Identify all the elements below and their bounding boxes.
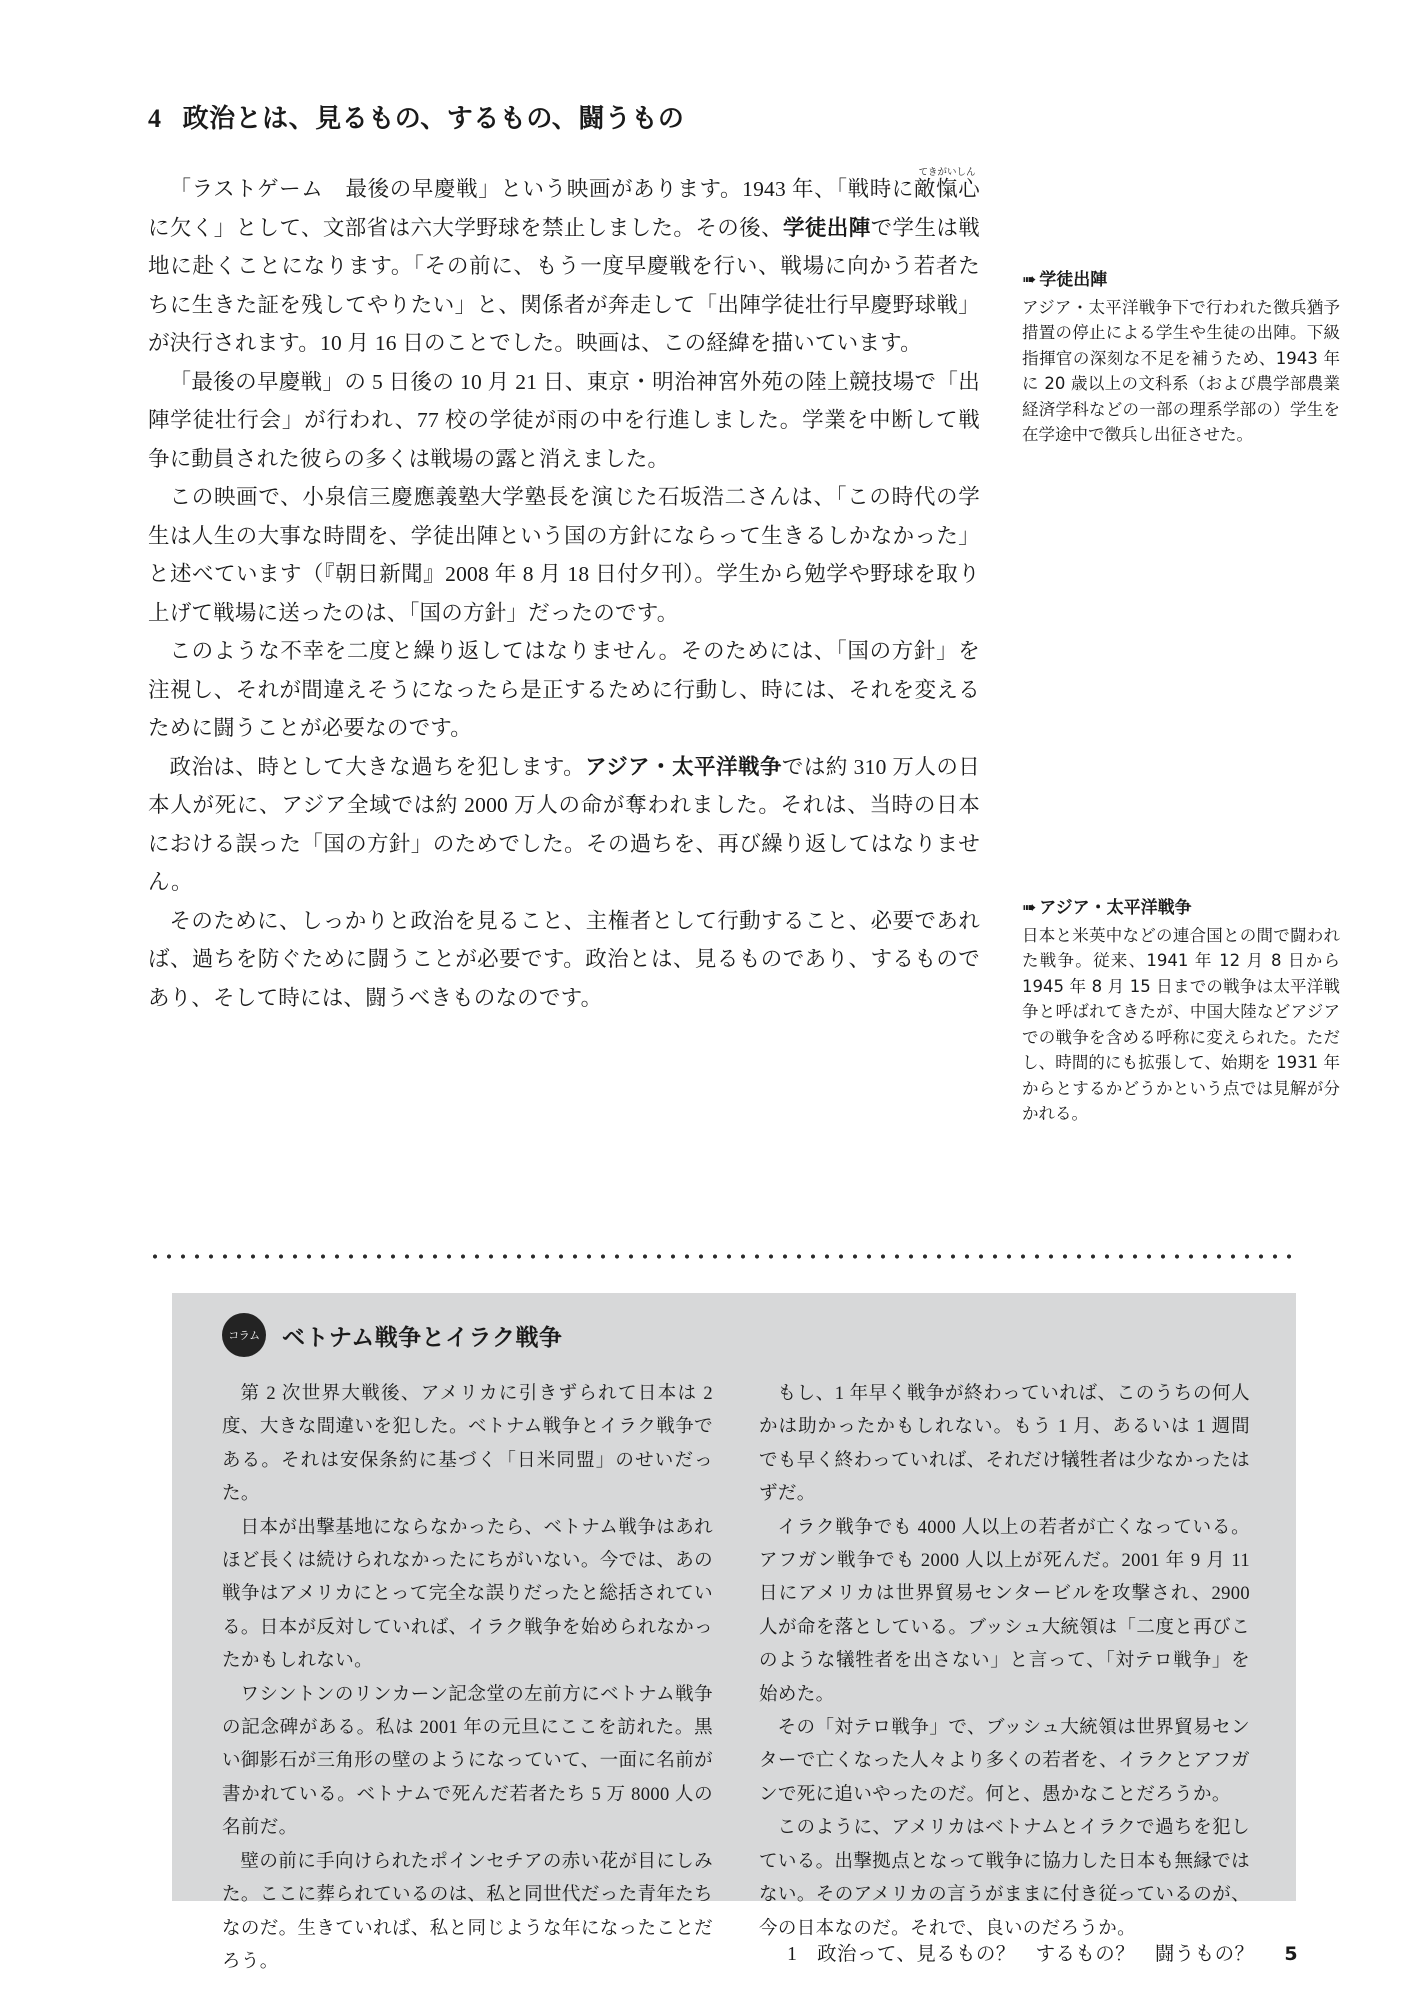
margin-note-title [1022, 896, 1340, 922]
margin-note-title [1022, 268, 1340, 294]
section-heading [148, 98, 684, 135]
column-left-paragraph-2: 日本が出撃基地にならなかったら、ベトナム戦争はあれほど長くは続けられなかったにちがいない。今では、あの戦争はアメリカにとって完全な誤りだったと総括されている。日本が反対していれば、イラク戦争を始められなかったかもしれない。 [222, 1517, 713, 1672]
paragraph-5: 政治は、時として大きな過ちを犯します。アジア・太平洋戦争では約 310 万人の日本人が死に、アジア全域では約 2000 万人の命が奪われました。それは、当時の日本における誤った「国の方針」のためでした。その過ちを、再び繰り返してはなりません。 [148, 754, 980, 894]
column-left [222, 1378, 713, 1979]
column-right-paragraph-4: このように、アメリカはベトナムとイラクで過ちを犯している。出撃拠点となって戦争に協力した日本も無縁ではない。そのアメリカの言うがままに付き従っているのが、今の日本なのだ。それで、良いのだろうか。 [759, 1818, 1250, 1939]
column-left-paragraph-4: 壁の前に手向けられたポインセチアの赤い花が目にしみた。ここに葬られているのは、私と同世代だった青年たちなのだ。生きていれば、私と同じような年になったことだろう。 [222, 1851, 713, 1972]
ruby-reading: てきがいしん [914, 168, 980, 178]
section-number: 4 [148, 104, 162, 133]
paragraph-6: そのために、しっかりと政治を見ること、主権者として行動すること、必要であれば、過ちを防ぐために闘うことが必要です。政治とは、見るものであり、するものであり、そして時には、闘うべきものなのです。 [148, 908, 980, 1010]
column-right [759, 1378, 1250, 1979]
arrow-icon: ➠ [1022, 270, 1037, 290]
margin-note-body: 日本と米英中などの連合国との間で闘われた戦争。従来、1941 年 12 月 8 日から 1945 年 8 月 15 日までの戦争は太平洋戦争と呼ばれてきたが、中国大陸などアジアでの戦争を含める呼称に変えられた。ただし、時間的にも拡張して、始期を 1931 年からとするかどうかという点では見解が分かれる。 [1022, 925, 1340, 1123]
margin-note-title-text: アジア・太平洋戦争 [1039, 898, 1192, 918]
margin-note-body: アジア・太平洋戦争下で行われた徴兵猶予措置の停止による学生や生徒の出陣。下級指揮官の深刻な不足を補うため、1943 年に 20 歳以上の文科系（および農学部農業経済学科などの一部の理系学部の）学生を在学途中で徴兵し出征させた。 [1022, 297, 1340, 444]
emphasis-asia-pacific-war: アジア・太平洋戦争 [585, 754, 782, 779]
column-right-paragraph-2: イラク戦争でも 4000 人以上の若者が亡くなっている。アフガン戦争でも 2000 人以上が死んだ。2001 年 9 月 11 日にアメリカは世界貿易センタービルを攻撃され、2900 人が命を落としている。ブッシュ大統領は「二度と再びこのような犠牲者を出さない」と言って、「対テロ戦争」を始めた。 [759, 1517, 1250, 1705]
dotted-divider [148, 1253, 1296, 1260]
column-right-paragraph-3: その「対テロ戦争」で、ブッシュ大統領は世界貿易センターで亡くなった人々より多くの若者を、イラクとアフガンで死に追いやったのだ。何と、愚かなことだろうか。 [759, 1718, 1250, 1805]
column-left-paragraph-3: ワシントンのリンカーン記念堂の左前方にベトナム戦争の記念碑がある。私は 2001 年の元旦にここを訪れた。黒い御影石が三角形の壁のようになっていて、一面に名前が書かれている。ベトナムで死んだ若者たち 5 万 8000 人の名前だ。 [222, 1684, 713, 1839]
column-left-paragraph-1: 第 2 次世界大戦後、アメリカに引きずられて日本は 2 度、大きな間違いを犯した。ベトナム戦争とイラク戦争である。それは安保条約に基づく「日米同盟」のせいだった。 [222, 1384, 713, 1505]
page-number: 5 [1284, 1943, 1298, 1965]
column-right-paragraph-1: もし、1 年早く戦争が終わっていれば、このうちの何人かは助かったかもしれない。もう 1 月、あるいは 1 週間でも早く終わっていれば、それだけ犠牲者は少なかったはずだ。 [759, 1384, 1250, 1505]
emphasis-gakuto-shutsujin: 学徒出陣 [782, 215, 871, 240]
column-header [222, 1313, 562, 1357]
column-title: ベトナム戦争とイラク戦争 [282, 1324, 563, 1350]
column-badge-icon: コラム [222, 1313, 266, 1357]
ruby-tekigaishin: 敵愾心てきがいしん [914, 168, 980, 201]
margin-note-title-text: 学徒出陣 [1039, 270, 1108, 290]
arrow-icon: ➠ [1022, 898, 1037, 918]
paragraph-1: 「ラストゲーム 最後の早慶戦」という映画があります。1943 年、「戦時に敵愾心てきがいしんに欠く」として、文部省は六大学野球を禁止しました。その後、学徒出陣で学生は戦地に赴くことになります。「その前に、もう一度早慶戦を行い、戦場に向かう若者たちに生きた証を残してやりたい」と、関係者が奔走して「出陣学徒壮行早慶野球戦」が決行されます。10 月 16 日のことでした。映画は、この経緯を描いています。 [148, 168, 980, 355]
running-title: 1 政治って、見るもの？ するもの？ 闘うもの？ [787, 1944, 1255, 1965]
footer-inner [787, 1938, 1416, 1966]
margin-note-asia-pacific-war [1022, 896, 1340, 1127]
page-footer [0, 1938, 1416, 1966]
paragraph-4: このような不幸を二度と繰り返してはなりません。そのためには、「国の方針」を注視し、それが間違えそうになったら是正するために行動し、時には、それを変えるために闘うことが必要なのです。 [148, 639, 980, 740]
column-text-columns [222, 1378, 1250, 1979]
paragraph-2: 「最後の早慶戦」の 5 日後の 10 月 21 日、東京・明治神宮外苑の陸上競技場で「出陣学徒壮行会」が行われ、77 校の学徒が雨の中を行進しました。学業を中断して戦争に動員された彼らの多くは戦場の露と消えました。 [148, 369, 980, 471]
section-title: 政治とは、見るもの、するもの、闘うもの [182, 104, 685, 133]
paragraph-3: この映画で、小泉信三慶應義塾大学塾長を演じた石坂浩二さんは、「この時代の学生は人生の大事な時間を、学徒出陣という国の方針にならって生きるしかなかった」と述べています（『朝日新聞』2008 年 8 月 18 日付夕刊）。学生から勉学や野球を取り上げて戦場に送ったのは、「国の方針」だったのです。 [148, 485, 980, 625]
body-column [148, 168, 980, 1017]
margin-note-gakuto-shutsujin [1022, 268, 1340, 448]
